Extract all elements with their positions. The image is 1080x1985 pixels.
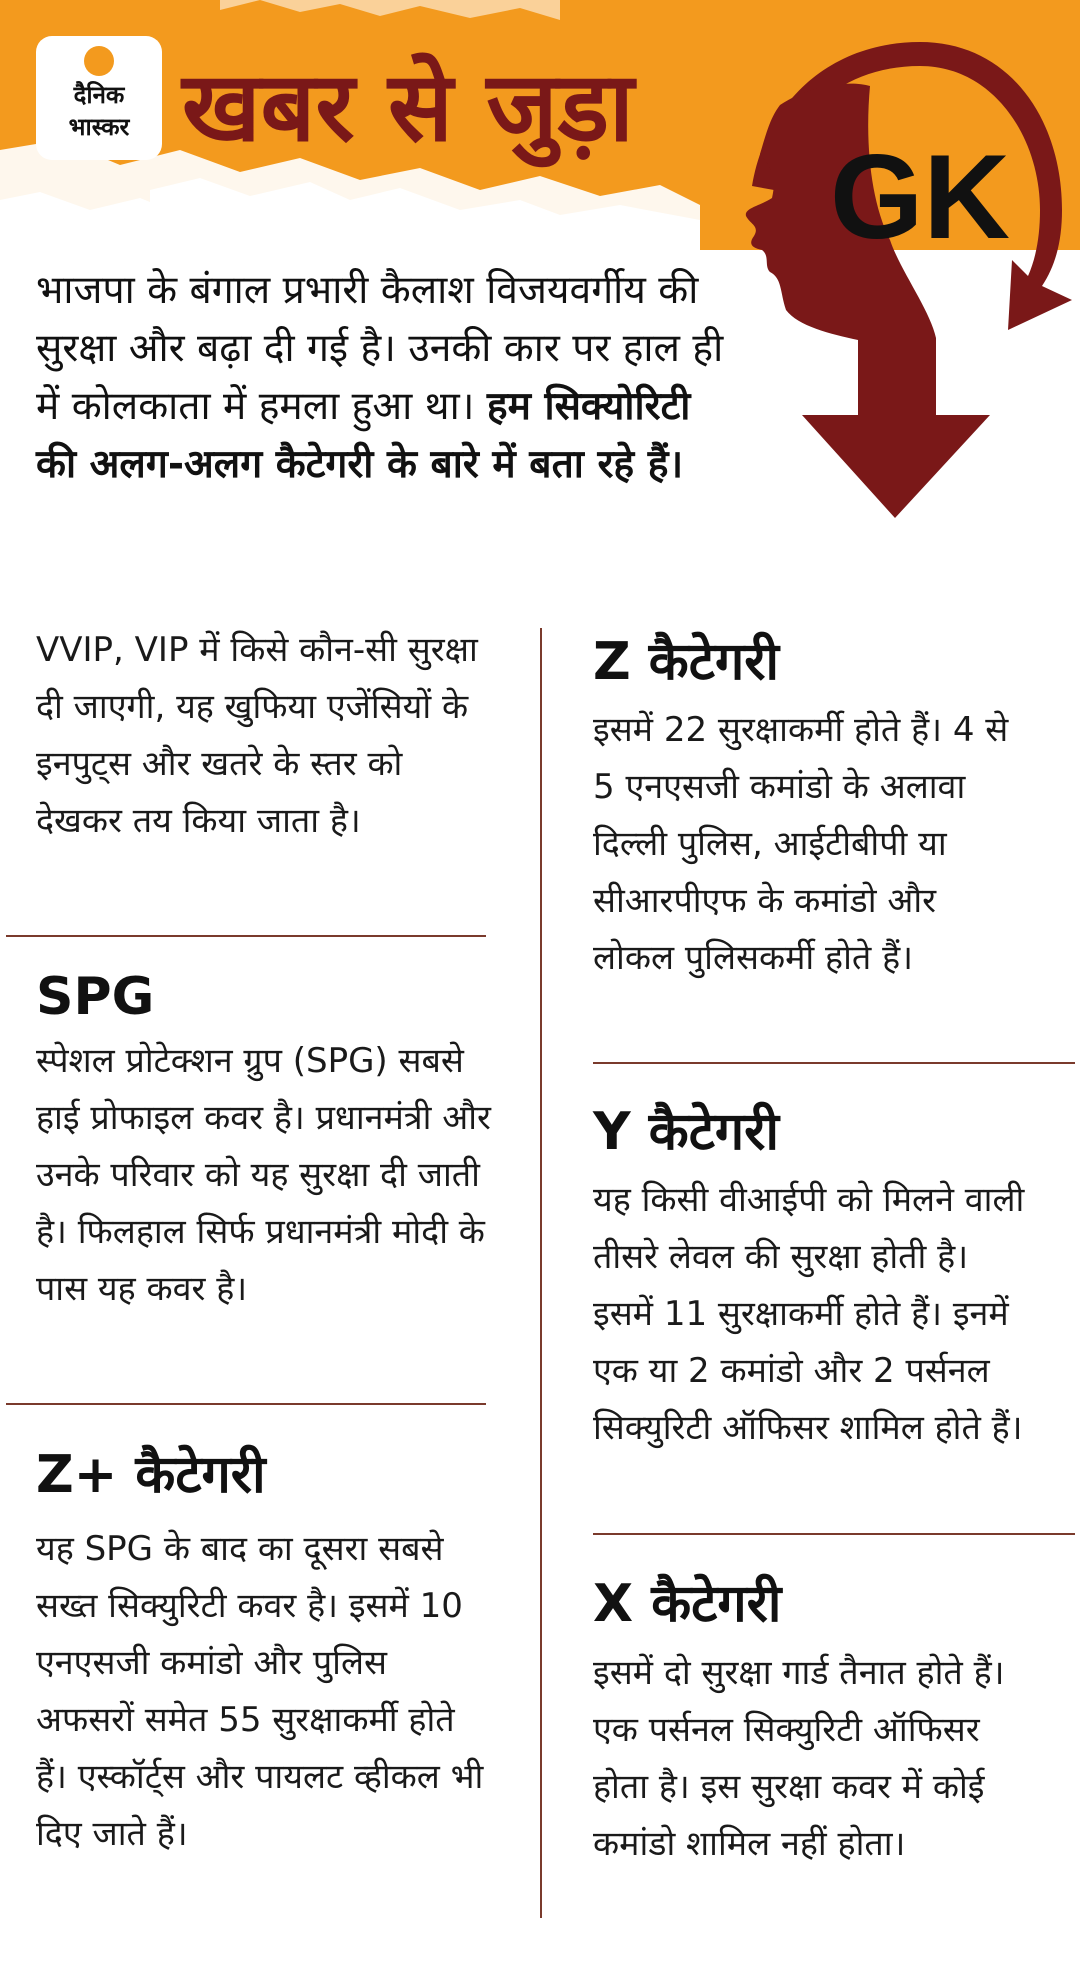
banner-title: खबर से जुड़ा bbox=[182, 51, 634, 163]
sun-icon bbox=[84, 46, 114, 76]
dainik-bhaskar-logo bbox=[36, 36, 162, 160]
section-divider bbox=[593, 1062, 1075, 1064]
y-heading: Y कैटेगरी bbox=[593, 1102, 779, 1162]
x-text: इसमें दो सुरक्षा गार्ड तैनात होते हैं। एक पर्सनल सिक्युरिटी ऑफिसर होता है। इस सुरक्षा कवर में कोई कमांडो शामिल नहीं होता। bbox=[593, 1653, 1005, 1864]
x-heading: X कैटेगरी bbox=[593, 1574, 782, 1634]
spg-heading: SPG bbox=[36, 967, 155, 1027]
z-heading: Z कैटेगरी bbox=[593, 632, 779, 692]
spg-text: स्पेशल प्रोटेक्शन ग्रुप (SPG) सबसे हाई प्रोफाइल कवर है। प्रधानमंत्री और उनके परिवार को यह सुरक्षा दी जाती है। फिलहाल सिर्फ प्रधानमंत्री मोदी के पास यह कवर है। bbox=[36, 1041, 491, 1309]
section-divider bbox=[6, 1403, 486, 1405]
zplus-heading: Z+ कैटेगरी bbox=[36, 1445, 266, 1505]
z-text: इसमें 22 सुरक्षाकर्मी होते हैं। 4 से 5 एनएसजी कमांडो के अलावा दिल्ली पुलिस, आईटीबीपी या सीआरपीएफ के कमांडो और लोकल पुलिसकर्मी होते हैं। bbox=[593, 710, 1009, 978]
logo-text-line2: भास्कर bbox=[68, 113, 130, 141]
y-text: यह किसी वीआईपी को मिलने वाली तीसरे लेवल की सुरक्षा होती है। इसमें 11 सुरक्षाकर्मी होते हैं। इनमें एक या 2 कमांडो और 2 पर्सनल सिक्युरिटी ऑफिसर शामिल होते हैं। bbox=[593, 1180, 1025, 1448]
intro-paragraph bbox=[36, 262, 736, 494]
intro-text: भाजपा के बंगाल प्रभारी कैलाश विजयवर्गीय की सुरक्षा और बढ़ा दी गई है। उनकी कार पर हाल ही में कोलकाता में हमला हुआ था। bbox=[36, 268, 724, 429]
column-divider bbox=[540, 628, 542, 1918]
intro-bold-text: हम सिक्योरिटी की अलग-अलग कैटेगरी के बारे में बता रहे हैं। bbox=[36, 384, 691, 487]
section-divider bbox=[6, 935, 486, 937]
overview-text: VVIP, VIP में किसे कौन-सी सुरक्षा दी जाएगी, यह खुफिया एजेंसियों के इनपुट्स और खतरे के स्तर को देखकर तय किया जाता है। bbox=[36, 630, 478, 841]
logo-text-line1: दैनिक bbox=[73, 81, 125, 109]
zplus-text: यह SPG के बाद का दूसरा सबसे सख्त सिक्युरिटी कवर है। इसमें 10 एनएसजी कमांडो और पुलिस अफसरों समेत 55 सुरक्षाकर्मी होते हैं। एस्कॉर्ट्स और पायलट व्हीकल भी दिए जाते हैं। bbox=[36, 1529, 484, 1854]
head-arrow-graphic bbox=[690, 10, 1080, 530]
section-divider bbox=[593, 1533, 1075, 1535]
gk-badge: GK bbox=[830, 130, 1010, 264]
